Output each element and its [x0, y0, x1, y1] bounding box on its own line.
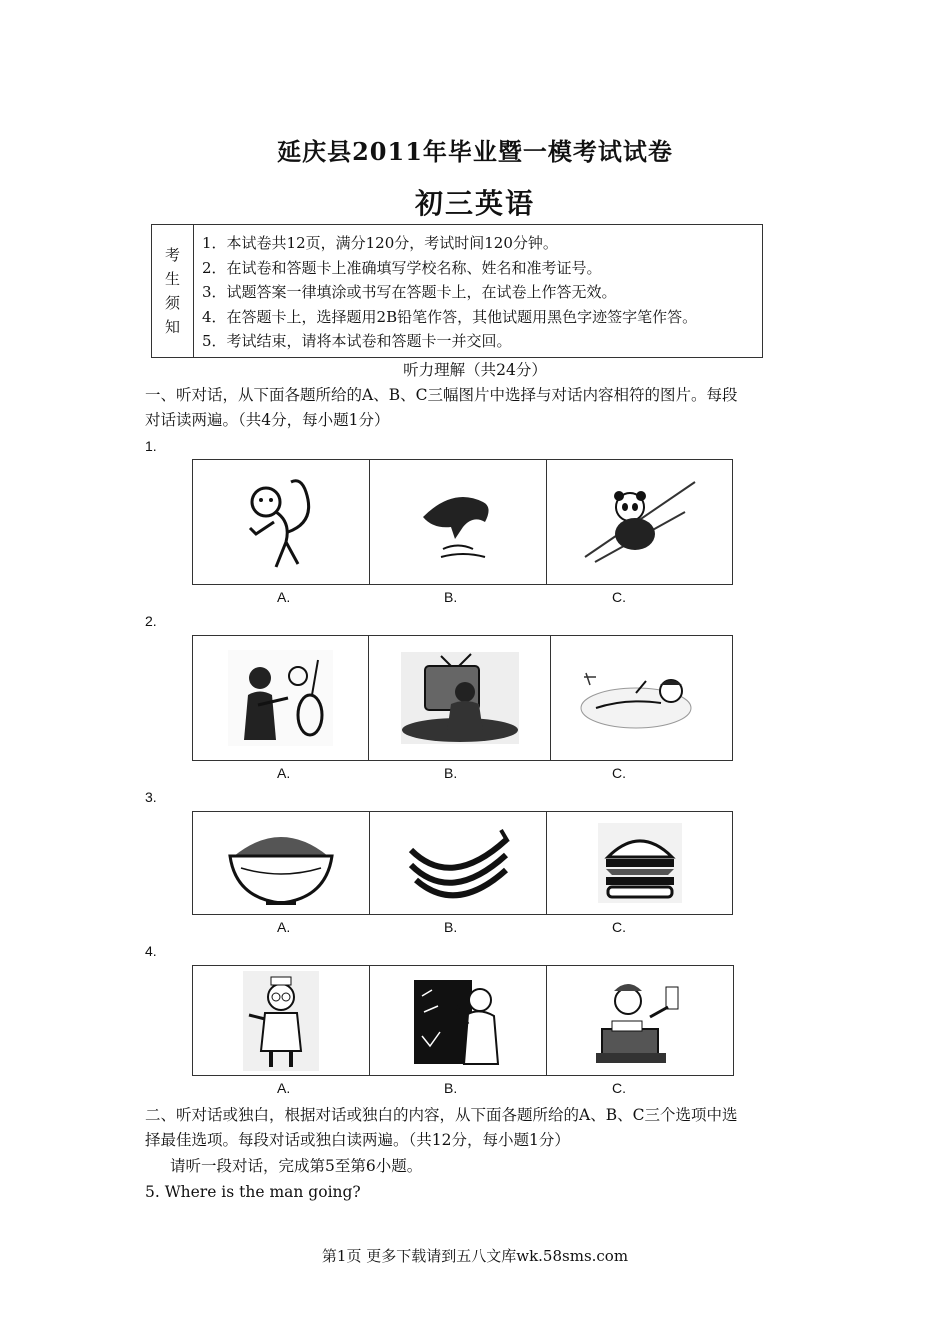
question-number: 1. — [145, 438, 157, 454]
option-label: A. — [277, 919, 291, 935]
exam-subtitle: 初三英语 — [414, 187, 535, 220]
picture-grid-q4 — [192, 965, 734, 1076]
rice-bowl-icon — [226, 818, 336, 908]
cashier-icon — [590, 977, 690, 1065]
notice-item: 2．在试卷和答题卡上准确填写学校名称、姓名和准考证号。 — [202, 258, 602, 277]
option-label: B. — [444, 765, 458, 781]
boy-watching-tv-icon — [401, 652, 519, 744]
page-footer: 第1页 更多下载请到五八文库wk.58sms.com — [321, 1247, 629, 1265]
notice-label-char: 生 — [164, 270, 180, 288]
option-label: B. — [444, 919, 458, 935]
picture-option[interactable] — [193, 460, 370, 584]
notice-item: 1．本试卷共12页，满分120分，考试时间120分钟。 — [202, 234, 558, 252]
part2-sub-instruction: 请听一段对话，完成第5至第6小题。 — [170, 1157, 423, 1175]
bananas-icon — [406, 820, 511, 906]
part2-instruction: 择最佳选项。每段对话或独白读两遍。（共12分，每小题1分） — [145, 1131, 570, 1149]
candidate-notice-box — [151, 224, 763, 358]
doctor-icon — [243, 971, 319, 1071]
question-number: 2. — [145, 613, 157, 629]
picture-option[interactable] — [370, 460, 547, 584]
option-label: A. — [277, 1080, 291, 1096]
teacher-icon — [412, 976, 504, 1066]
picture-option[interactable] — [193, 966, 370, 1075]
option-label: B. — [444, 589, 458, 605]
picture-option[interactable] — [547, 460, 732, 584]
option-label: A. — [277, 765, 291, 781]
part1-instruction: 一、听对话，从下面各题所给的A、B、C三幅图片中选择与对话内容相符的图片。每段 — [145, 386, 738, 404]
option-label: C. — [612, 1080, 626, 1096]
dolphin-icon — [413, 477, 503, 567]
picture-option[interactable] — [193, 812, 370, 914]
option-label: C. — [612, 919, 626, 935]
picture-grid-q3 — [192, 811, 733, 915]
picture-grid-q1 — [192, 459, 733, 585]
violin-players-icon — [228, 650, 333, 746]
notice-label-char: 须 — [164, 294, 180, 312]
picture-option[interactable] — [193, 636, 369, 760]
option-label: A. — [277, 589, 291, 605]
hamburger-icon — [598, 823, 682, 903]
notice-list — [194, 225, 697, 357]
option-label: C. — [612, 589, 626, 605]
monkey-icon — [236, 472, 326, 572]
notice-label-char: 考 — [164, 246, 180, 264]
notice-item: 4．在答题卡上，选择题用2B铅笔作答，其他试题用黑色字迹签字笔作答。 — [202, 307, 698, 326]
question-5: 5. Where is the man going? — [145, 1183, 361, 1201]
picture-option[interactable] — [547, 966, 733, 1075]
part2-instruction: 二、听对话或独白，根据对话或独白的内容，从下面各题所给的A、B、C三个选项中选 — [145, 1106, 738, 1124]
notice-item: 3．试题答案一律填涂或书写在答题卡上，在试卷上作答无效。 — [202, 283, 617, 302]
notice-label-char: 知 — [164, 318, 180, 336]
notice-item: 5．考试结束，请将本试卷和答题卡一并交回。 — [202, 332, 512, 351]
picture-option[interactable] — [547, 812, 732, 914]
picture-option[interactable] — [370, 812, 547, 914]
question-number: 4. — [145, 943, 157, 959]
option-label: B. — [444, 1080, 458, 1096]
exam-title: 延庆县2011年毕业暨一模考试试卷 — [277, 137, 673, 166]
notice-label — [152, 225, 194, 357]
part1-instruction: 对话读两遍。（共4分，每小题1分） — [145, 411, 390, 429]
panda-icon — [575, 472, 705, 572]
section-title: 听力理解（共24分） — [403, 361, 547, 379]
picture-grid-q2 — [192, 635, 733, 761]
picture-option[interactable] — [551, 636, 732, 760]
picture-option[interactable] — [370, 966, 547, 1075]
option-label: C. — [612, 765, 626, 781]
picture-option[interactable] — [369, 636, 550, 760]
swimmer-icon — [576, 663, 706, 733]
question-number: 3. — [145, 789, 157, 805]
